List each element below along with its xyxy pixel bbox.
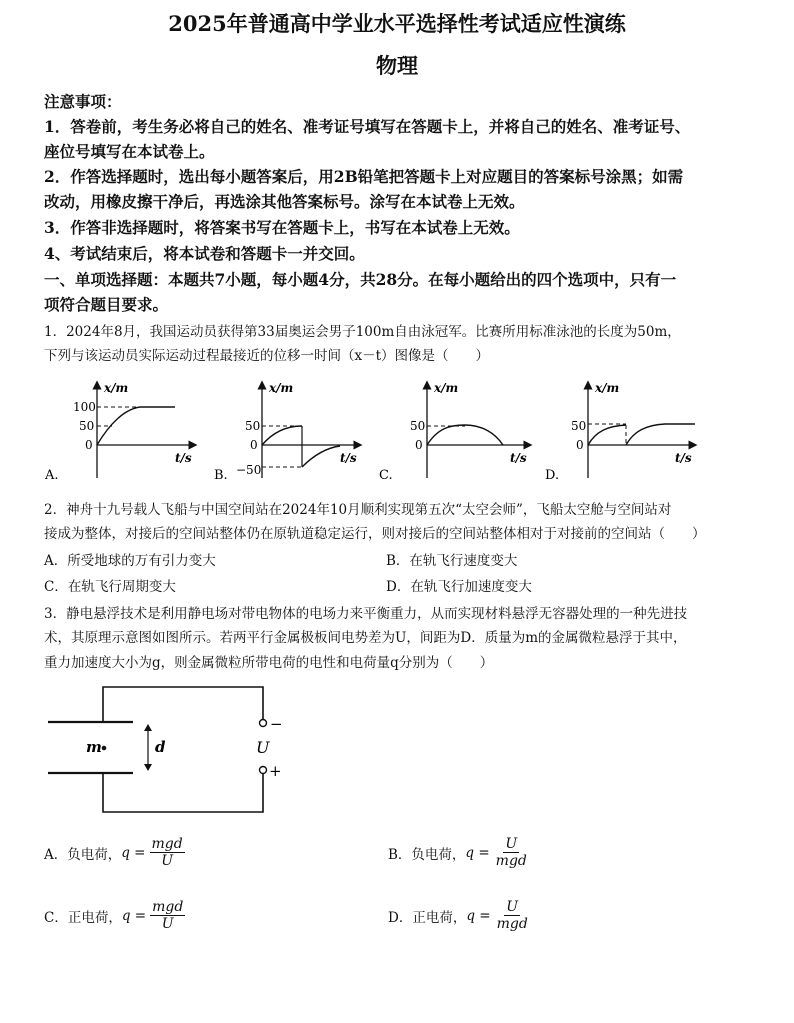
q1-d-xlabel: t/s xyxy=(675,451,692,465)
q3-positive-terminal xyxy=(260,767,267,774)
q1-a-ylabel: x/m xyxy=(104,381,129,395)
q3-d-label: D．正电荷， xyxy=(388,909,467,926)
q3-stem-line-2: 术，其原理示意图如图所示。若两平行金属极板间电势差为U，间距为D．质量为m的金属微粒悬浮于其中， xyxy=(44,630,687,646)
q3-d-fraction xyxy=(495,899,530,932)
q3-d-q: q = xyxy=(466,907,491,924)
q2-stem-line-2: 接成为整体，对接后的空间站整体仍在原轨道稳定运行，则对接后的空间站整体相对于对接前的空间站（ ） xyxy=(44,526,706,542)
q1-option-b: B. xyxy=(214,468,228,483)
section-1-line-2: 项符合题目要求。 xyxy=(44,295,169,314)
q3-a-q: q = xyxy=(121,844,146,861)
q2-option-c[interactable]: C．在轨飞行周期变大 xyxy=(44,579,176,595)
q1-c-ylabel: x/m xyxy=(434,381,459,395)
q1-c-xlabel: t/s xyxy=(510,451,527,465)
q1-b-xlabel: t/s xyxy=(340,451,357,465)
q1-a-curve xyxy=(97,407,175,445)
q1-option-a: A. xyxy=(45,468,59,483)
q3-voltage-label: U xyxy=(256,738,270,757)
q1-option-c: C. xyxy=(379,468,393,483)
q3-c-fraction xyxy=(150,899,185,932)
q1-graph-d[interactable] xyxy=(545,381,695,483)
q1-a-xlabel: t/s xyxy=(175,451,192,465)
q3-option-c[interactable] xyxy=(44,899,185,932)
notice-item-1-line-1: 1．答卷前，考生务必将自己的姓名、准考证号填写在答题卡上，并将自己的姓名、准考证号、 xyxy=(44,117,691,136)
notice-item-4: 4、考试结束后，将本试卷和答题卡一并交回。 xyxy=(44,244,365,263)
notice-item-3: 3．作答非选择题时，将答案书写在答题卡上，书写在本试卷上无效。 xyxy=(44,218,520,237)
q1-a-origin: 0 xyxy=(85,438,93,452)
notice-item-2-line-2: 改动，用橡皮擦干净后，再选涂其他答案标号。涂写在本试卷上无效。 xyxy=(44,192,525,211)
q1-c-origin: 0 xyxy=(415,438,423,452)
q1-graphs xyxy=(40,378,770,483)
q3-option-a[interactable] xyxy=(44,836,185,869)
q1-stem-line-1: 1．2024年8月，我国运动员获得第33届奥运会男子100m自由泳冠军。比赛所用标准泳池的长度为50m， xyxy=(44,324,681,340)
q2-option-d[interactable]: D．在轨飞行加速度变大 xyxy=(386,579,532,595)
q1-d-tick-50: 50 xyxy=(571,419,587,433)
q1-d-origin: 0 xyxy=(576,438,584,452)
q2-stem-line-1: 2．神舟十九号载人飞船与中国空间站在2024年10月顺利实现第五次“太空会师”，飞船太空舱与空间站对 xyxy=(44,502,672,518)
q1-b-origin: 0 xyxy=(250,438,258,452)
q3-c-numerator: mgd xyxy=(152,899,184,915)
notice-item-1-line-2: 座位号填写在本试卷上。 xyxy=(44,142,215,161)
exam-title: 2025年普通高中学业水平选择性考试适应性演练 xyxy=(168,11,626,36)
q2-option-a[interactable]: A．所受地球的万有引力变大 xyxy=(44,553,216,569)
q3-particle xyxy=(102,746,107,751)
q3-mass-label: m xyxy=(86,738,102,756)
q3-c-denominator: U xyxy=(161,916,174,933)
q1-stem-line-2: 下列与该运动员实际运动过程最接近的位移一时间（x－t）图像是（ ） xyxy=(44,348,490,364)
q1-d-ylabel: x/m xyxy=(595,381,620,395)
q1-b-ylabel: x/m xyxy=(269,381,294,395)
q3-gap-label: d xyxy=(155,738,166,756)
q3-b-numerator: U xyxy=(505,836,518,852)
q3-option-b[interactable] xyxy=(388,836,529,869)
q3-b-q: q = xyxy=(465,844,490,861)
section-1-line-1: 一、单项选择题：本题共7小题，每小题4分，共28分。在每小题给出的四个选项中，只有一 xyxy=(44,270,677,289)
q3-negative-terminal xyxy=(260,720,267,727)
q3-d-numerator: U xyxy=(506,899,519,915)
q1-a-tick-100: 100 xyxy=(73,400,96,414)
q2-option-b[interactable]: B．在轨飞行速度变大 xyxy=(386,553,518,569)
q3-stem-line-3: 重力加速度大小为g，则金属微粒所带电荷的电性和电荷量q分别为（ ） xyxy=(44,655,494,671)
q3-a-numerator: mgd xyxy=(151,836,183,852)
subject-title: 物理 xyxy=(376,53,418,78)
q1-a-tick-50: 50 xyxy=(79,419,95,433)
q3-c-label: C．正电荷， xyxy=(44,909,122,926)
q3-d-denominator: mgd xyxy=(496,916,528,933)
q3-stem-line-1: 3．静电悬浮技术是利用静电场对带电物体的电场力来平衡重力，从而实现材料悬浮无容器处理的一种先进技 xyxy=(44,606,688,622)
q1-b-tick-50: 50 xyxy=(245,419,261,433)
q1-option-d: D. xyxy=(545,468,560,483)
q1-c-tick-50: 50 xyxy=(410,419,426,433)
q1-b-tick-neg50: −50 xyxy=(236,463,262,477)
q3-a-denominator: U xyxy=(161,853,173,870)
q1-graph-b[interactable] xyxy=(214,381,360,483)
q1-graph-c[interactable] xyxy=(379,381,530,483)
q3-option-d[interactable] xyxy=(388,899,530,932)
q3-bottom-wire xyxy=(103,773,263,812)
q3-minus-sign: − xyxy=(270,715,283,733)
q3-b-denominator: mgd xyxy=(495,853,527,870)
q3-c-q: q = xyxy=(121,907,147,924)
q3-b-fraction xyxy=(494,836,529,869)
q1-graph-a[interactable] xyxy=(44,381,195,483)
q3-a-label: A．负电荷， xyxy=(44,846,122,863)
q3-plus-sign: + xyxy=(269,762,282,780)
notice-heading: 注意事项： xyxy=(44,92,122,111)
q3-a-fraction xyxy=(150,836,185,869)
q3-top-wire xyxy=(103,687,263,722)
q3-b-label: B．负电荷， xyxy=(388,846,466,863)
notice-item-2-line-1: 2．作答选择题时，选出每小题答案后，用2B铅笔把答题卡上对应题目的答案标号涂黑；如需 xyxy=(44,167,684,186)
q3-capacitor-diagram xyxy=(40,682,300,817)
